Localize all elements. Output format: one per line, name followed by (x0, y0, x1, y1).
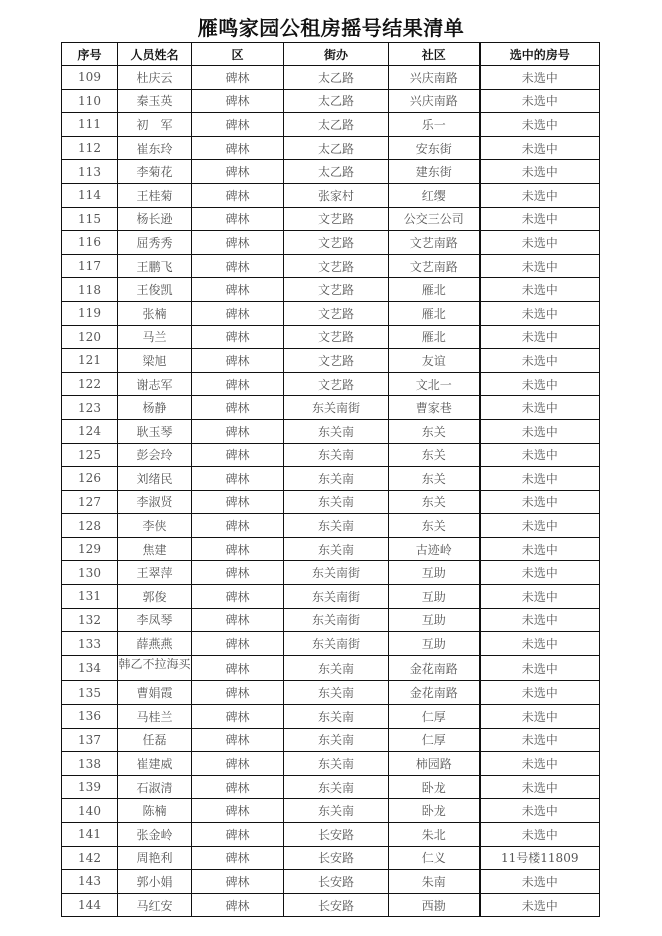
cell-serial: 132 (62, 608, 118, 632)
cell-subdistrict: 张家村 (284, 183, 389, 207)
cell-subdistrict: 太乙路 (284, 89, 389, 113)
cell-subdistrict: 东关南街 (284, 561, 389, 585)
cell-serial: 138 (62, 752, 118, 776)
table-row (62, 254, 600, 278)
cell-subdistrict: 太乙路 (284, 160, 389, 184)
table-row (62, 160, 600, 184)
cell-subdistrict: 东关南 (284, 490, 389, 514)
cell-selected-room: 未选中 (480, 537, 600, 561)
cell-community: 东关 (389, 514, 480, 538)
cell-community: 西勘 (389, 893, 480, 917)
cell-selected-room: 未选中 (480, 752, 600, 776)
cell-name: 杨长逊 (118, 207, 192, 231)
cell-serial: 118 (62, 278, 118, 302)
cell-name: 初 军 (118, 113, 192, 137)
table-row (62, 396, 600, 420)
cell-community: 朱北 (389, 823, 480, 847)
cell-selected-room: 未选中 (480, 396, 600, 420)
table-row (62, 419, 600, 443)
cell-serial: 120 (62, 325, 118, 349)
cell-selected-room: 未选中 (480, 514, 600, 538)
cell-subdistrict: 文艺路 (284, 254, 389, 278)
cell-name-text: 韩乙不拉海买 (118, 657, 191, 671)
table-row (62, 136, 600, 160)
cell-selected-room: 未选中 (480, 160, 600, 184)
cell-serial: 122 (62, 372, 118, 396)
table-body (62, 66, 600, 917)
cell-name: 张楠 (118, 301, 192, 325)
cell-district: 碑林 (192, 372, 284, 396)
cell-name: 陈楠 (118, 799, 192, 823)
table-row (62, 775, 600, 799)
cell-community: 安东街 (389, 136, 480, 160)
cell-district: 碑林 (192, 799, 284, 823)
cell-subdistrict: 东关南 (284, 728, 389, 752)
cell-community: 互助 (389, 585, 480, 609)
cell-community: 雁北 (389, 325, 480, 349)
cell-selected-room: 未选中 (480, 823, 600, 847)
table-row (62, 823, 600, 847)
cell-serial: 117 (62, 254, 118, 278)
cell-subdistrict: 文艺路 (284, 278, 389, 302)
cell-serial: 128 (62, 514, 118, 538)
cell-name: 刘绪民 (118, 467, 192, 491)
table-row (62, 846, 600, 870)
cell-subdistrict: 文艺路 (284, 301, 389, 325)
cell-subdistrict: 长安路 (284, 846, 389, 870)
cell-name: 李侠 (118, 514, 192, 538)
table-row (62, 443, 600, 467)
cell-name: 马兰 (118, 325, 192, 349)
cell-selected-room: 未选中 (480, 632, 600, 656)
cell-selected-room: 未选中 (480, 655, 600, 681)
cell-district: 碑林 (192, 325, 284, 349)
table-row (62, 66, 600, 90)
cell-community: 东关 (389, 490, 480, 514)
table-row (62, 893, 600, 917)
cell-district: 碑林 (192, 231, 284, 255)
cell-subdistrict: 长安路 (284, 893, 389, 917)
table-row (62, 799, 600, 823)
cell-selected-room: 未选中 (480, 681, 600, 705)
cell-serial: 111 (62, 113, 118, 137)
cell-serial: 126 (62, 467, 118, 491)
cell-name: 杜庆云 (118, 66, 192, 90)
table-row (62, 514, 600, 538)
table-row (62, 752, 600, 776)
cell-district: 碑林 (192, 160, 284, 184)
cell-selected-room: 未选中 (480, 585, 600, 609)
cell-serial: 124 (62, 419, 118, 443)
cell-subdistrict: 太乙路 (284, 113, 389, 137)
cell-subdistrict: 长安路 (284, 870, 389, 894)
table-row (62, 301, 600, 325)
cell-subdistrict: 东关南 (284, 514, 389, 538)
cell-community: 仁厚 (389, 728, 480, 752)
cell-district: 碑林 (192, 254, 284, 278)
cell-community: 东关 (389, 467, 480, 491)
cell-district: 碑林 (192, 301, 284, 325)
cell-serial: 144 (62, 893, 118, 917)
cell-community: 文艺南路 (389, 231, 480, 255)
cell-community: 仁厚 (389, 705, 480, 729)
cell-name: 秦玉英 (118, 89, 192, 113)
cell-district: 碑林 (192, 537, 284, 561)
cell-name: 郭俊 (118, 585, 192, 609)
cell-name: 焦建 (118, 537, 192, 561)
cell-district: 碑林 (192, 705, 284, 729)
cell-name: 王桂菊 (118, 183, 192, 207)
header-selected-room: 选中的房号 (480, 43, 600, 66)
table-row (62, 655, 600, 681)
cell-serial: 136 (62, 705, 118, 729)
table-row (62, 728, 600, 752)
cell-selected-room: 未选中 (480, 278, 600, 302)
cell-district: 碑林 (192, 207, 284, 231)
cell-district: 碑林 (192, 585, 284, 609)
cell-selected-room: 未选中 (480, 705, 600, 729)
cell-name: 杨静 (118, 396, 192, 420)
cell-serial: 143 (62, 870, 118, 894)
cell-subdistrict: 文艺路 (284, 349, 389, 373)
cell-subdistrict: 文艺路 (284, 231, 389, 255)
cell-serial: 109 (62, 66, 118, 90)
table-row (62, 89, 600, 113)
cell-district: 碑林 (192, 728, 284, 752)
cell-serial: 130 (62, 561, 118, 585)
cell-serial: 121 (62, 349, 118, 373)
cell-subdistrict: 文艺路 (284, 372, 389, 396)
table-row (62, 585, 600, 609)
cell-name: 梁旭 (118, 349, 192, 373)
cell-community: 雁北 (389, 278, 480, 302)
cell-subdistrict: 东关南 (284, 705, 389, 729)
table-row (62, 372, 600, 396)
cell-serial: 134 (62, 655, 118, 681)
cell-selected-room: 未选中 (480, 207, 600, 231)
cell-district: 碑林 (192, 775, 284, 799)
cell-serial: 141 (62, 823, 118, 847)
cell-selected-room: 未选中 (480, 443, 600, 467)
cell-district: 碑林 (192, 561, 284, 585)
table-row (62, 207, 600, 231)
header-name: 人员姓名 (118, 43, 192, 66)
cell-subdistrict: 东关南街 (284, 585, 389, 609)
cell-community: 红缨 (389, 183, 480, 207)
cell-selected-room: 未选中 (480, 66, 600, 90)
table-row (62, 681, 600, 705)
table-row (62, 231, 600, 255)
header-serial: 序号 (62, 43, 118, 66)
cell-community: 卧龙 (389, 799, 480, 823)
cell-selected-room: 未选中 (480, 325, 600, 349)
cell-district: 碑林 (192, 467, 284, 491)
cell-name: 薛燕燕 (118, 632, 192, 656)
table-row (62, 608, 600, 632)
cell-district: 碑林 (192, 846, 284, 870)
cell-district: 碑林 (192, 490, 284, 514)
cell-district: 碑林 (192, 183, 284, 207)
cell-community: 古迹岭 (389, 537, 480, 561)
cell-district: 碑林 (192, 893, 284, 917)
table-row (62, 113, 600, 137)
cell-serial: 112 (62, 136, 118, 160)
cell-selected-room: 未选中 (480, 419, 600, 443)
cell-community: 建东街 (389, 160, 480, 184)
cell-subdistrict: 东关南 (284, 655, 389, 681)
table-row (62, 870, 600, 894)
cell-name: 谢志军 (118, 372, 192, 396)
cell-serial: 125 (62, 443, 118, 467)
cell-community: 朱南 (389, 870, 480, 894)
cell-serial: 115 (62, 207, 118, 231)
cell-subdistrict: 东关南街 (284, 608, 389, 632)
cell-name: 马红安 (118, 893, 192, 917)
cell-serial: 123 (62, 396, 118, 420)
cell-district: 碑林 (192, 681, 284, 705)
cell-selected-room: 未选中 (480, 893, 600, 917)
cell-community: 文北一 (389, 372, 480, 396)
cell-district: 碑林 (192, 655, 284, 681)
cell-name: 曹娟霞 (118, 681, 192, 705)
cell-selected-room: 未选中 (480, 136, 600, 160)
cell-district: 碑林 (192, 278, 284, 302)
cell-selected-room: 未选中 (480, 254, 600, 278)
table-row (62, 490, 600, 514)
cell-serial: 116 (62, 231, 118, 255)
cell-selected-room: 未选中 (480, 231, 600, 255)
cell-selected-room: 未选中 (480, 467, 600, 491)
cell-district: 碑林 (192, 443, 284, 467)
cell-district: 碑林 (192, 514, 284, 538)
cell-district: 碑林 (192, 870, 284, 894)
document-title: 雁鸣家园公租房摇号结果清单 (197, 16, 465, 40)
cell-selected-room: 未选中 (480, 775, 600, 799)
table-header-row (62, 43, 600, 66)
table-row (62, 349, 600, 373)
cell-district: 碑林 (192, 396, 284, 420)
cell-community: 兴庆南路 (389, 66, 480, 90)
cell-community: 互助 (389, 561, 480, 585)
cell-subdistrict: 东关南街 (284, 632, 389, 656)
cell-serial: 139 (62, 775, 118, 799)
cell-subdistrict: 东关南 (284, 752, 389, 776)
cell-serial: 142 (62, 846, 118, 870)
cell-selected-room: 未选中 (480, 349, 600, 373)
cell-subdistrict: 东关南 (284, 775, 389, 799)
cell-subdistrict: 东关南街 (284, 396, 389, 420)
cell-serial: 119 (62, 301, 118, 325)
cell-community: 乐一 (389, 113, 480, 137)
cell-community: 金花南路 (389, 681, 480, 705)
cell-community: 柿园路 (389, 752, 480, 776)
header-subdistrict: 街办 (284, 43, 389, 66)
lottery-results-table (61, 42, 600, 917)
cell-subdistrict: 太乙路 (284, 66, 389, 90)
cell-serial: 133 (62, 632, 118, 656)
table-row (62, 278, 600, 302)
cell-serial: 135 (62, 681, 118, 705)
cell-district: 碑林 (192, 113, 284, 137)
cell-name: 王翠萍 (118, 561, 192, 585)
cell-community: 仁义 (389, 846, 480, 870)
table-row (62, 705, 600, 729)
cell-name: 马桂兰 (118, 705, 192, 729)
cell-district: 碑林 (192, 66, 284, 90)
cell-district: 碑林 (192, 632, 284, 656)
cell-selected-room: 未选中 (480, 89, 600, 113)
cell-subdistrict: 长安路 (284, 823, 389, 847)
cell-serial: 127 (62, 490, 118, 514)
cell-serial: 113 (62, 160, 118, 184)
cell-serial: 140 (62, 799, 118, 823)
cell-selected-room: 未选中 (480, 561, 600, 585)
cell-name: 石淑清 (118, 775, 192, 799)
cell-name: 耿玉琴 (118, 419, 192, 443)
cell-district: 碑林 (192, 608, 284, 632)
cell-district: 碑林 (192, 419, 284, 443)
cell-serial: 137 (62, 728, 118, 752)
cell-serial: 131 (62, 585, 118, 609)
header-community: 社区 (389, 43, 480, 66)
cell-name: 王鹏飞 (118, 254, 192, 278)
cell-name: 李淑贤 (118, 490, 192, 514)
cell-selected-room: 未选中 (480, 608, 600, 632)
cell-name: 周艳利 (118, 846, 192, 870)
header-district: 区 (192, 43, 284, 66)
table-row (62, 537, 600, 561)
cell-name: 屈秀秀 (118, 231, 192, 255)
cell-subdistrict: 东关南 (284, 467, 389, 491)
cell-name: 李菊花 (118, 160, 192, 184)
cell-community: 东关 (389, 443, 480, 467)
cell-community: 文艺南路 (389, 254, 480, 278)
cell-name (118, 655, 192, 681)
cell-community: 兴庆南路 (389, 89, 480, 113)
cell-selected-room: 未选中 (480, 372, 600, 396)
cell-district: 碑林 (192, 823, 284, 847)
cell-selected-room: 未选中 (480, 301, 600, 325)
cell-community: 雁北 (389, 301, 480, 325)
table-row (62, 467, 600, 491)
cell-serial: 110 (62, 89, 118, 113)
cell-community: 卧龙 (389, 775, 480, 799)
cell-district: 碑林 (192, 349, 284, 373)
cell-selected-room: 未选中 (480, 799, 600, 823)
cell-selected-room: 未选中 (480, 490, 600, 514)
cell-district: 碑林 (192, 89, 284, 113)
cell-name: 郭小娟 (118, 870, 192, 894)
cell-name: 崔东玲 (118, 136, 192, 160)
cell-selected-room: 未选中 (480, 728, 600, 752)
cell-district: 碑林 (192, 136, 284, 160)
cell-name: 彭会玲 (118, 443, 192, 467)
cell-district: 碑林 (192, 752, 284, 776)
cell-community: 公交三公司 (389, 207, 480, 231)
cell-subdistrict: 太乙路 (284, 136, 389, 160)
cell-subdistrict: 东关南 (284, 419, 389, 443)
table-row (62, 183, 600, 207)
cell-community: 互助 (389, 608, 480, 632)
cell-name: 王俊凯 (118, 278, 192, 302)
cell-community: 曹家巷 (389, 396, 480, 420)
cell-name: 任磊 (118, 728, 192, 752)
table-row (62, 632, 600, 656)
cell-serial: 114 (62, 183, 118, 207)
cell-subdistrict: 东关南 (284, 537, 389, 561)
cell-selected-room: 未选中 (480, 870, 600, 894)
table-row (62, 325, 600, 349)
cell-subdistrict: 东关南 (284, 799, 389, 823)
cell-selected-room: 11号楼11809 (480, 846, 600, 870)
cell-selected-room: 未选中 (480, 113, 600, 137)
cell-subdistrict: 东关南 (284, 681, 389, 705)
cell-serial: 129 (62, 537, 118, 561)
cell-name: 张金岭 (118, 823, 192, 847)
cell-community: 互助 (389, 632, 480, 656)
cell-name: 崔建威 (118, 752, 192, 776)
table-row (62, 561, 600, 585)
cell-community: 东关 (389, 419, 480, 443)
cell-community: 友谊 (389, 349, 480, 373)
cell-selected-room: 未选中 (480, 183, 600, 207)
cell-name: 李凤琴 (118, 608, 192, 632)
cell-subdistrict: 文艺路 (284, 325, 389, 349)
cell-subdistrict: 文艺路 (284, 207, 389, 231)
cell-subdistrict: 东关南 (284, 443, 389, 467)
cell-community: 金花南路 (389, 655, 480, 681)
